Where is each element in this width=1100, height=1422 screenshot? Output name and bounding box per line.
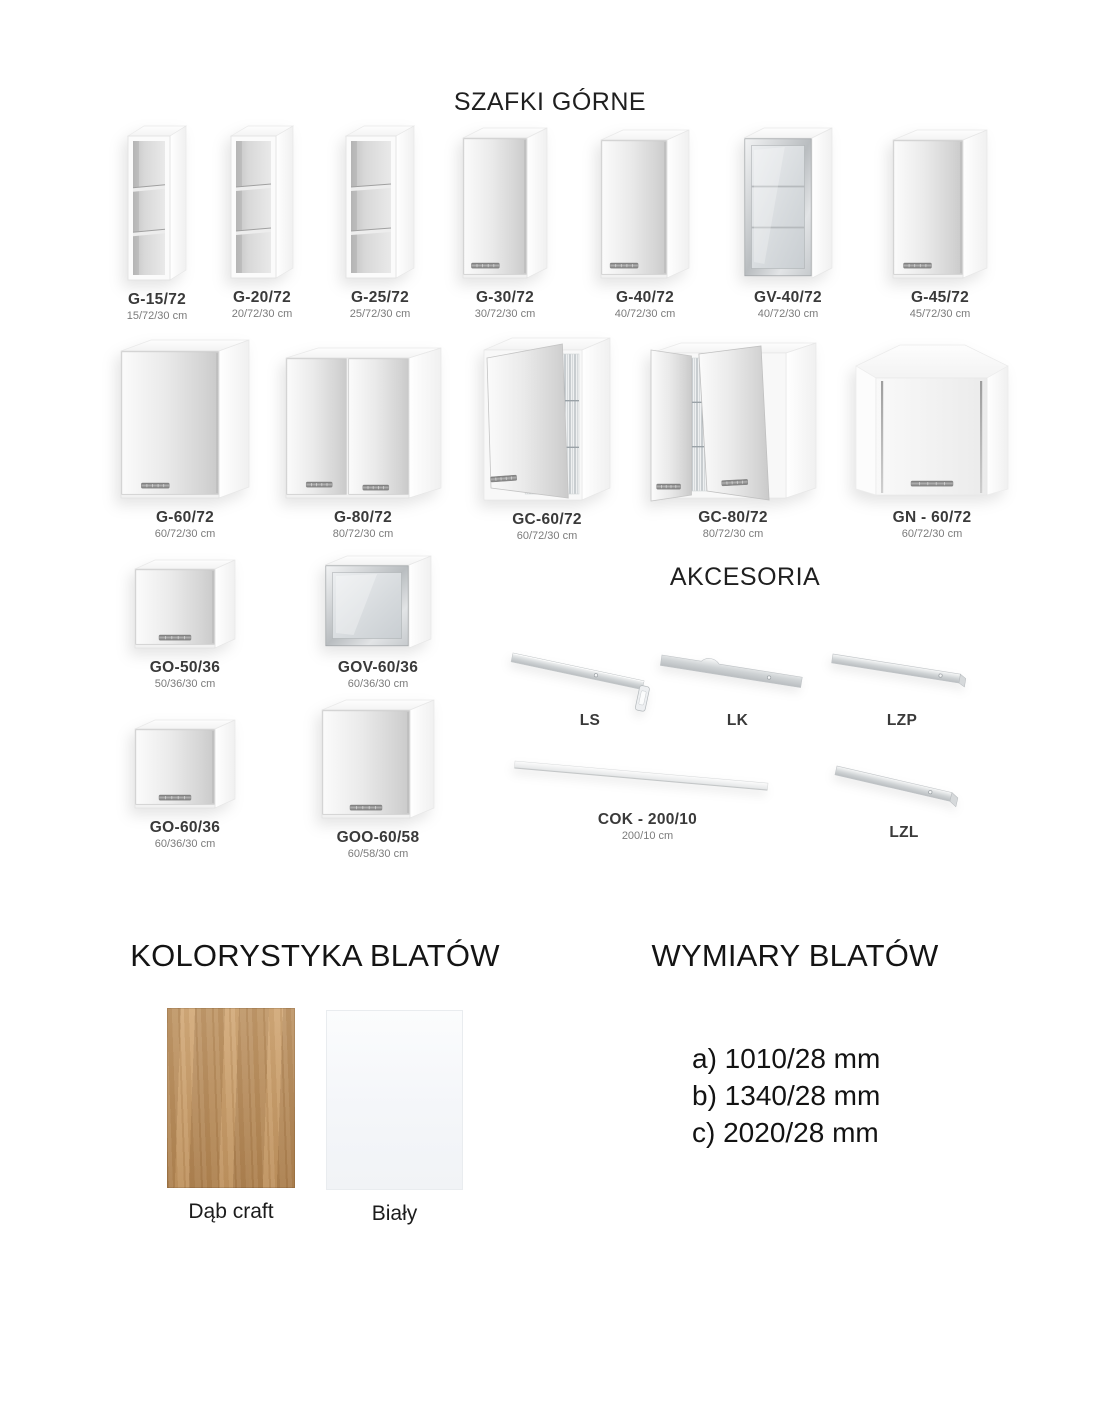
product-dimensions: 25/72/30 cm [349, 308, 411, 320]
product-dimensions: 30/72/30 cm [474, 308, 536, 320]
cabinet-single-door-image [893, 130, 987, 283]
product-dimensions: 40/72/30 cm [614, 308, 676, 320]
product-gc-80-72 [650, 338, 816, 540]
product-dimensions: 40/72/30 cm [757, 308, 819, 320]
worktop-color-bialy [327, 1010, 462, 1226]
product-name: GOV-60/36 [337, 659, 419, 676]
cabinet-flip-up-image [135, 560, 235, 653]
product-name: GO-60/36 [149, 819, 221, 836]
cabinet-glass-door-image [744, 128, 832, 283]
end-strip-lzl-image [834, 757, 974, 818]
cabinet-open-door-rack-image [484, 338, 610, 505]
product-dimensions: 50/36/30 cm [154, 678, 216, 690]
product-dimensions: 45/72/30 cm [909, 308, 971, 320]
cabinet-open-shelf-image [346, 126, 414, 283]
worktop-dimension-c: c) 2020/28 mm [692, 1117, 879, 1148]
product-dimensions: 60/36/30 cm [347, 678, 409, 690]
product-name: LK [726, 712, 749, 729]
product-dimensions: 60/72/30 cm [516, 530, 578, 542]
product-g-80-72 [283, 338, 443, 540]
product-dimensions: 20/72/30 cm [231, 308, 293, 320]
end-strip-lzp-image [830, 645, 975, 706]
cabinet-double-open-rack-image [651, 343, 816, 503]
product-dimensions: 60/36/30 cm [154, 838, 216, 850]
section-title-worktop-dimensions: WYMIARY BLATÓW [651, 938, 939, 973]
product-name: GO-50/36 [149, 659, 221, 676]
product-name: COK - 200/10 [597, 811, 698, 828]
cabinet-open-shelf-image [231, 126, 293, 283]
accessory-lk [655, 630, 820, 730]
product-name: G-40/72 [615, 289, 675, 306]
swatch-label: Biały [371, 1202, 418, 1225]
section-title-upper-cabinets: SZAFKI GÓRNE [453, 88, 647, 116]
product-name: GOO-60/58 [336, 829, 420, 846]
joining-strip-ls-image [510, 639, 670, 706]
accessory-lzl [830, 742, 978, 842]
product-gv-40-72 [734, 126, 842, 320]
product-gov-60-36 [318, 556, 438, 690]
product-name: GC-60/72 [512, 511, 582, 528]
product-name: G-80/72 [333, 509, 393, 526]
product-gc-60-72 [482, 338, 612, 540]
product-dimensions: 60/72/30 cm [154, 528, 216, 540]
product-name: LZL [889, 824, 919, 841]
accessory-lzp [827, 630, 977, 730]
product-g-60-72 [120, 338, 250, 540]
accessory-cok [505, 742, 790, 842]
wood-texture-swatch [167, 1008, 295, 1188]
product-name: G-45/72 [910, 289, 970, 306]
worktop-dimension-b: b) 1340/28 mm [692, 1080, 881, 1111]
worktop-dimension-a: a) 1010/28 mm [692, 1043, 881, 1074]
joining-strip-lk-image [659, 643, 817, 706]
cabinet-single-door-image [121, 340, 249, 503]
section-title-accessories: AKCESORIA [669, 563, 821, 591]
product-go-50-36 [125, 556, 245, 690]
product-g-30-72 [450, 126, 560, 320]
product-dimensions: 60/72/30 cm [901, 528, 963, 540]
product-name: LZP [886, 712, 918, 729]
plinth-strip-cok-image [512, 748, 784, 805]
product-gn-60-72 [852, 338, 1012, 540]
cabinet-double-door-image [286, 348, 441, 503]
worktop-dimensions-list [692, 1040, 880, 1151]
product-name: G-15/72 [127, 291, 187, 308]
swatch-label: Dąb craft [188, 1200, 274, 1223]
section-title-worktop-colors: KOLORYSTYKA BLATÓW [130, 938, 500, 973]
product-g-15-72 [112, 126, 202, 320]
accessory-ls [505, 630, 675, 730]
cabinet-flip-glass-image [325, 556, 431, 653]
product-name: G-20/72 [232, 289, 292, 306]
product-go-60-36 [125, 700, 245, 850]
product-g-25-72 [330, 126, 430, 320]
cabinet-flip-up-image [135, 720, 235, 813]
cabinet-single-door-image [601, 130, 689, 283]
product-g-45-72 [884, 126, 996, 320]
product-g-20-72 [214, 126, 310, 320]
product-g-40-72 [590, 126, 700, 320]
product-dimensions: 80/72/30 cm [332, 528, 394, 540]
product-name: G-25/72 [350, 289, 410, 306]
product-dimensions: 200/10 cm [621, 830, 674, 842]
product-name: G-30/72 [475, 289, 535, 306]
worktop-color-dab-craft [167, 1008, 295, 1224]
white-swatch [326, 1010, 463, 1190]
product-name: LS [579, 712, 601, 729]
cabinet-open-shelf-image [128, 126, 186, 285]
product-goo-60-58 [313, 700, 443, 860]
product-dimensions: 15/72/30 cm [126, 310, 188, 322]
product-name: GV-40/72 [754, 289, 822, 306]
cabinet-single-door-image [463, 128, 547, 283]
product-name: GC-80/72 [698, 509, 768, 526]
product-name: GN - 60/72 [892, 509, 972, 526]
product-name: G-60/72 [155, 509, 215, 526]
cabinet-corner-image [856, 340, 1008, 503]
cabinet-flip-up-image [322, 700, 434, 823]
product-dimensions: 60/58/30 cm [347, 848, 409, 860]
product-dimensions: 80/72/30 cm [702, 528, 764, 540]
